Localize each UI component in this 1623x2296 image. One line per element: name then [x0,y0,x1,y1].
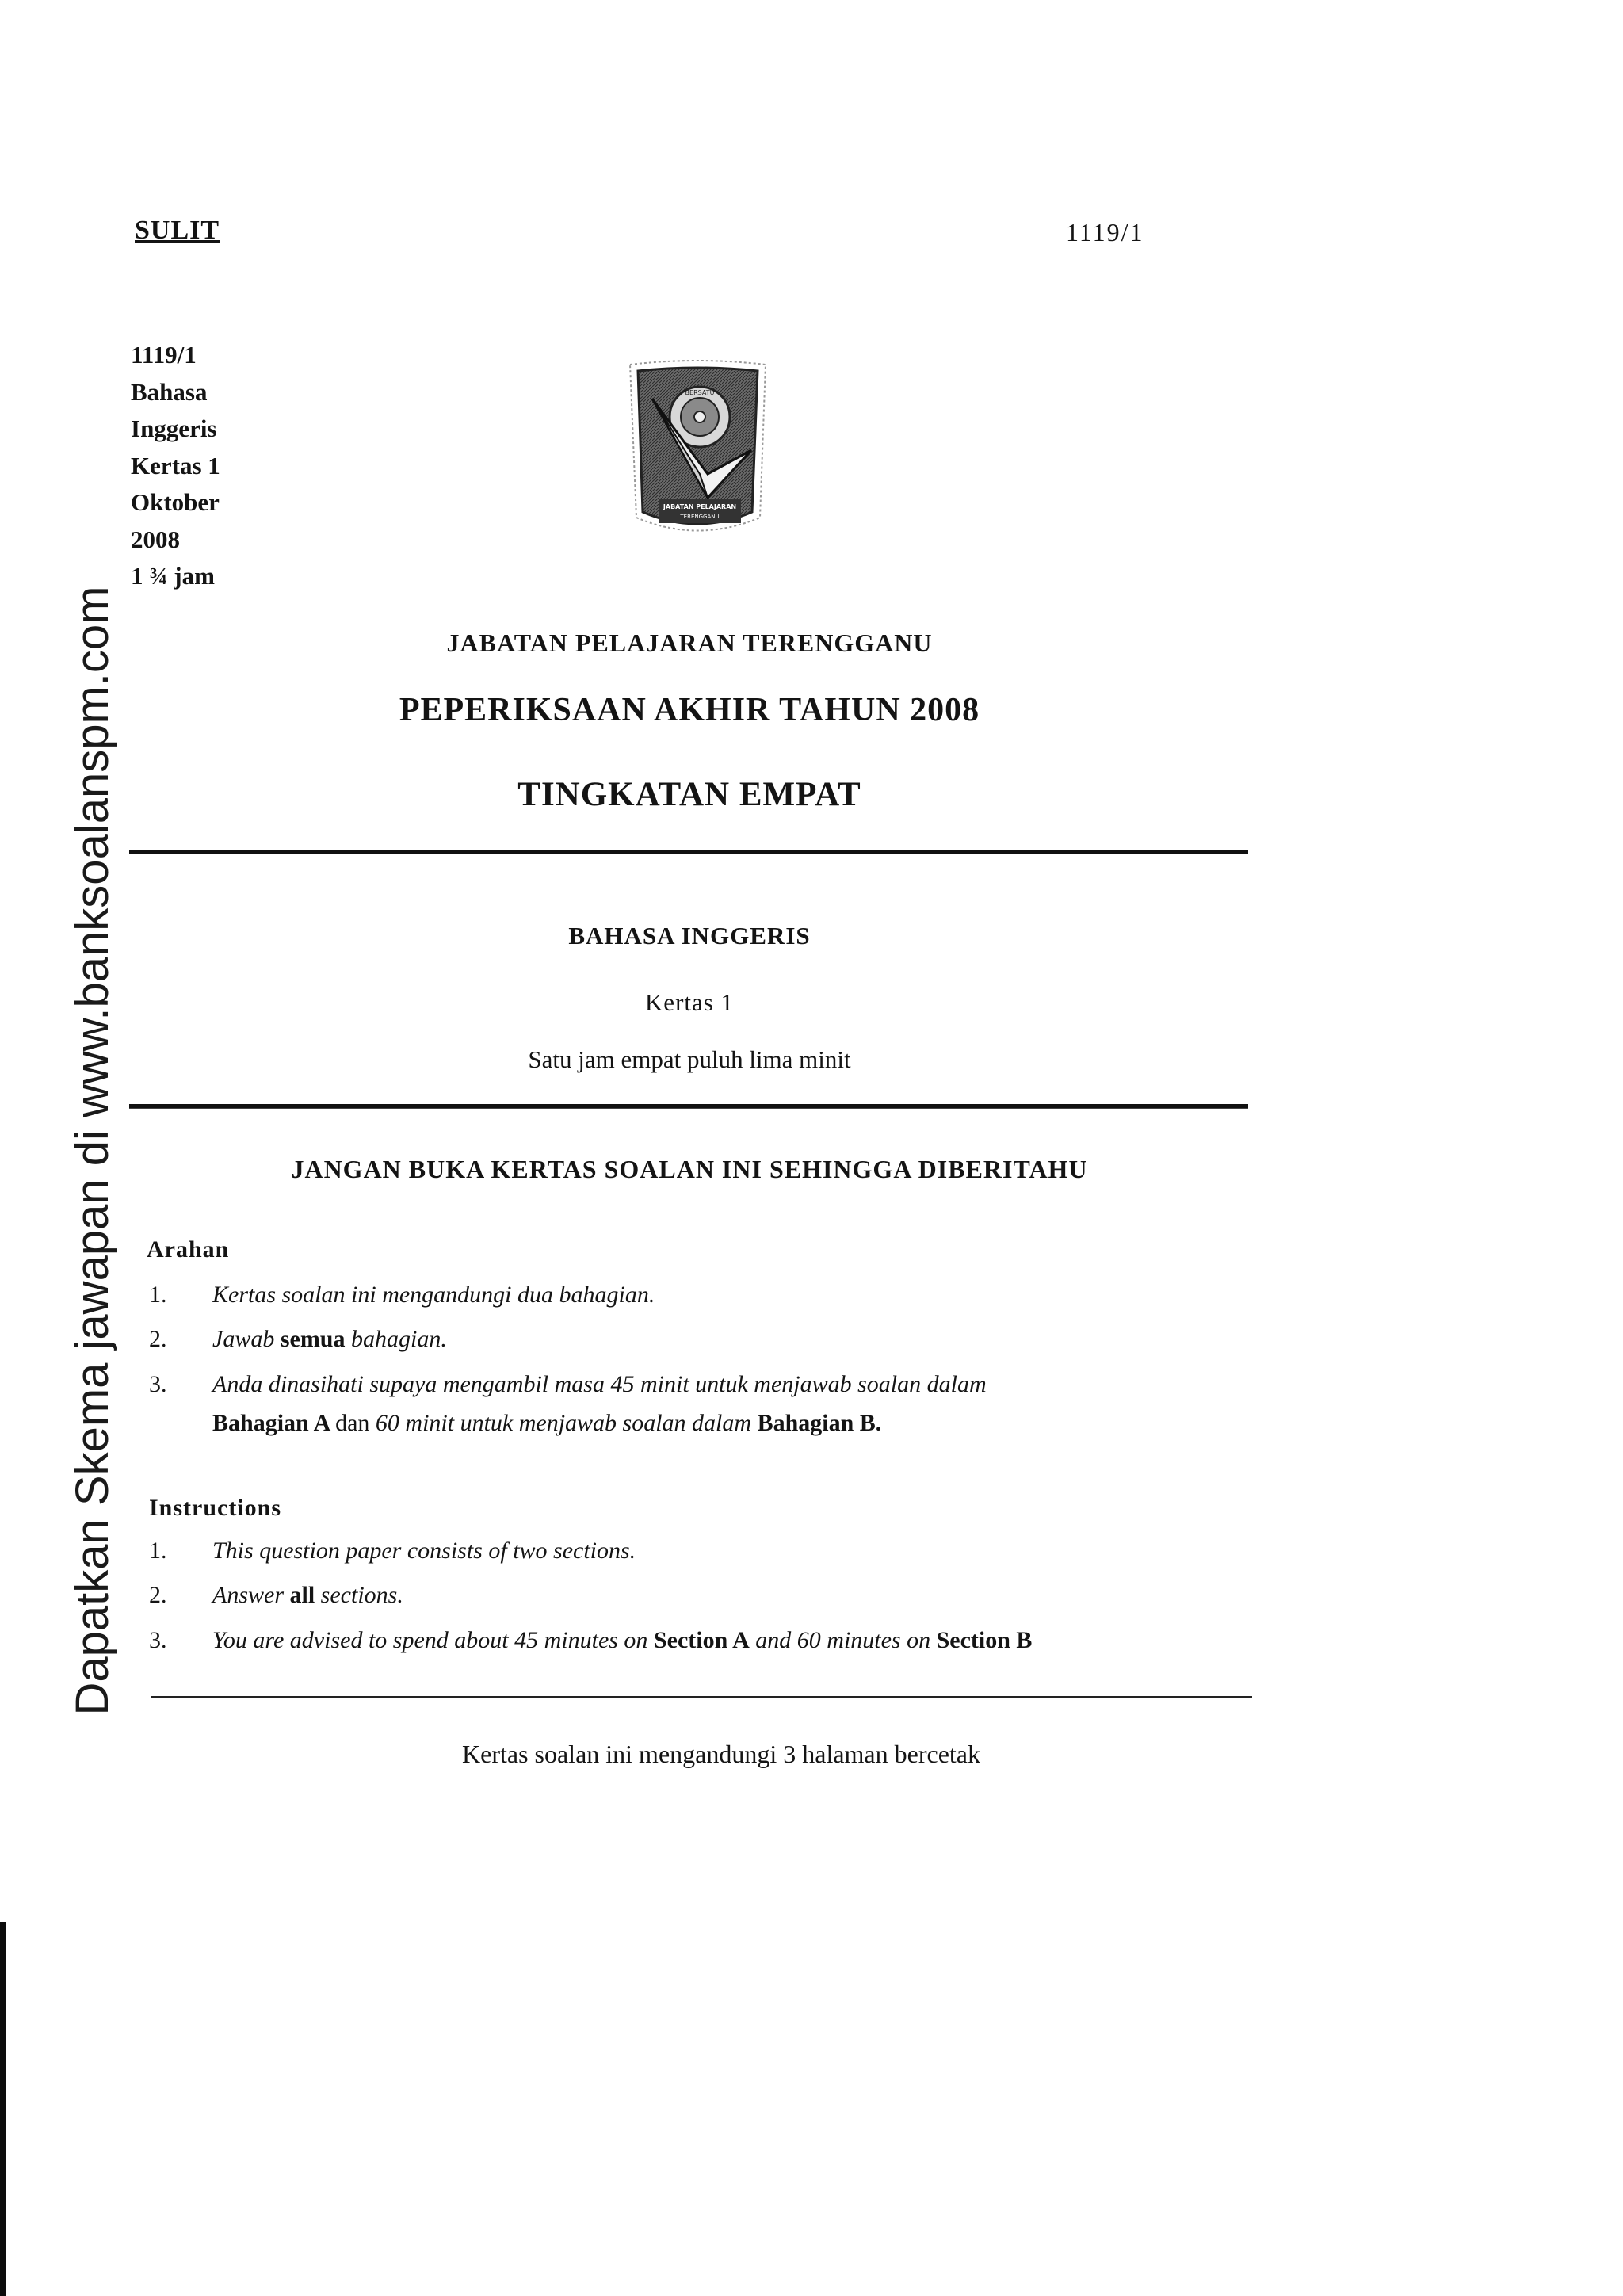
item-number: 1. [149,1282,167,1308]
item-text: Anda dinasihati supaya mengambil masa 45 minit untuk menjawab soalan dalam [212,1371,987,1397]
vertical-watermark: Dapatkan Skema jawapan di www.banksoalanspm.com [67,586,118,1716]
footer-text: Kertas soalan ini mengandungi 3 halaman bercetak [462,1740,980,1768]
item-text: Jawab semua bahagian. [212,1326,447,1352]
crest-text-2: TERENGGANU [680,514,720,520]
divider-footer [151,1696,1252,1698]
exam-title: PEPERIKSAAN AKHIR TAHUN 2008 [399,692,980,728]
instructions-heading: Instructions [149,1495,282,1521]
meta-year: 2008 [131,525,180,553]
meta-subject-2: Inggeris [131,415,217,442]
crest-icon [621,355,775,549]
item-text: This question paper consists of two sections. [212,1538,636,1564]
divider-top [129,850,1248,854]
department-title: JABATAN PELAJARAN TERENGGANU [446,628,933,657]
classification-label: SULIT [135,216,220,245]
meta-code: 1119/1 [131,341,197,369]
item-text: Kertas soalan ini mengandungi dua bahagian. [212,1282,655,1308]
subject-paper: Kertas 1 [644,988,735,1016]
item-number: 2. [149,1326,167,1352]
item-number: 3. [149,1371,167,1397]
item-number: 3. [149,1627,167,1653]
item-text: You are advised to spend about 45 minutes on Section A and 60 minutes on Section B [212,1627,1033,1653]
arahan-item-3-continued: Bahagian A dan 60 minit untuk menjawab soalan dalam Bahagian B. [212,1410,882,1436]
meta-paper: Kertas 1 [131,451,220,479]
crest-text-top: BERSATU [685,389,715,396]
meta-subject-1: Bahasa [131,377,208,406]
paper-code-header: 1119/1 [1066,218,1144,246]
warning-text: JANGAN BUKA KERTAS SOALAN INI SEHINGGA DIBERITAHU [291,1155,1088,1183]
item-number: 2. [149,1582,167,1608]
subject-name: BAHASA INGGERIS [568,922,811,949]
subject-duration: Satu jam empat puluh lima minit [528,1045,851,1073]
divider-bottom [129,1104,1248,1109]
meta-month: Oktober [131,488,220,516]
item-text: Answer all sections. [212,1582,403,1608]
meta-duration: 1 ¾ jam [131,562,215,590]
scan-edge-mark [0,1922,6,2296]
paper-meta-block [131,337,220,595]
crest-text-1: JABATAN PELAJARAN [663,503,737,510]
form-title: TINGKATAN EMPAT [517,776,861,813]
item-number: 1. [149,1538,167,1564]
arahan-heading: Arahan [147,1236,230,1263]
